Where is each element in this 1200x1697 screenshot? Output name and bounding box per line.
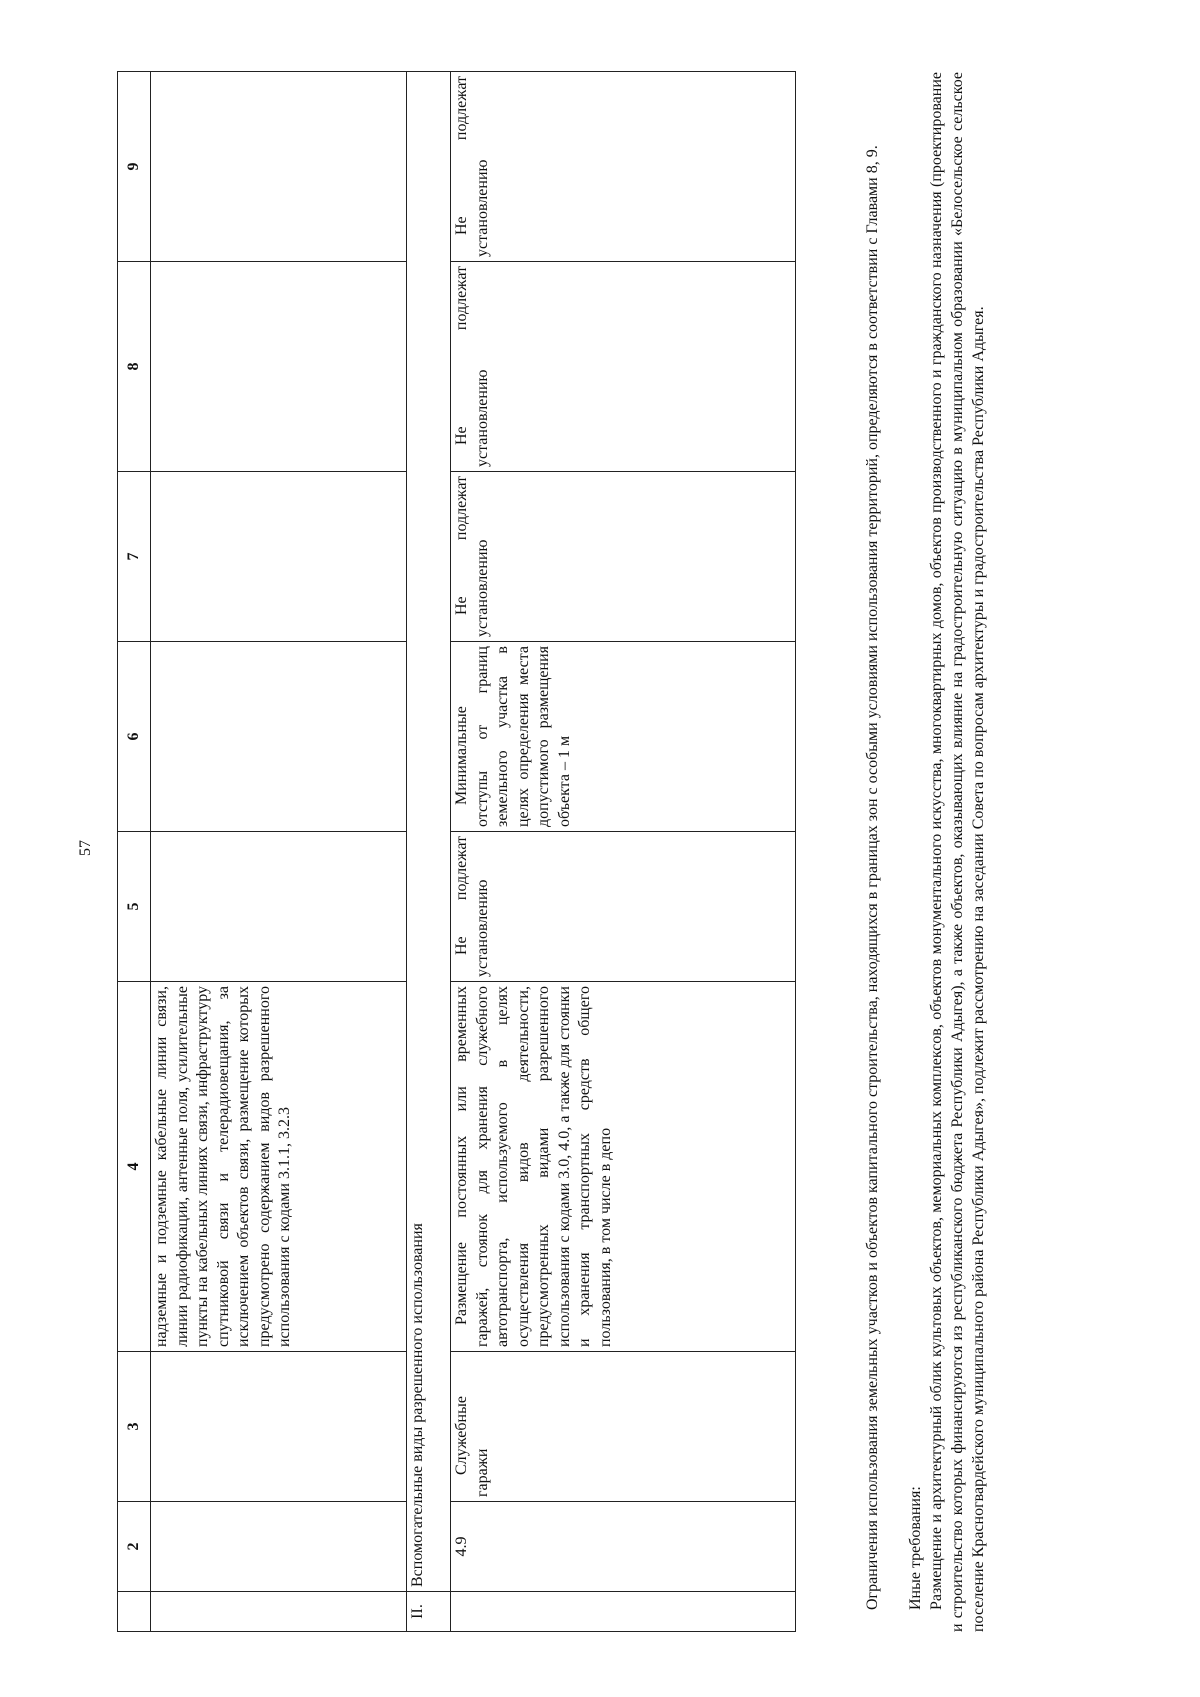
header-cell: 7 (118, 472, 151, 642)
header-cell: 6 (118, 642, 151, 832)
table-cell-param: Не подлежат установлению (451, 262, 796, 472)
table-header-row (118, 72, 151, 1632)
table-cell (151, 1592, 407, 1632)
header-cell (118, 1592, 151, 1632)
table-row-continuation (151, 72, 407, 1632)
table-row-garages (451, 72, 796, 1632)
header-cell: 8 (118, 262, 151, 472)
table-cell (151, 642, 407, 832)
table-cell (151, 1502, 407, 1592)
table-cell-description: надземные и подземные кабельные линии связи, линии радиофикации, антенные поля, усилительные пункты на кабельных линиях связи, инфраструктуру спутниковой связи и телерадиовещания, за исключением объектов связи, размещение которых предусмотрено содержанием видов разрешенного использования с кодами 3.1.1, 3.2.3 (151, 982, 407, 1352)
table-cell-param: Не подлежат установлению (451, 472, 796, 642)
regulations-table (117, 71, 796, 1632)
table-cell (151, 1352, 407, 1502)
table-cell-param: Не подлежат установлению (451, 72, 796, 262)
header-cell: 4 (118, 982, 151, 1352)
section-number: II. (407, 1592, 451, 1632)
header-cell: 9 (118, 72, 151, 262)
table-cell-code: 4.9 (451, 1502, 796, 1592)
table-cell-param: Минимальные отступы от границ земельного участка в целях определения места допустимого размещения объекта – 1 м (451, 642, 796, 832)
table-cell-description: Размещение постоянных или временных гаражей, стоянок для хранения служебного автотранспорта, используемого в целях осуществления видов деятельности, предусмотренных видами разрешенного использования с кодами 3.0, 4.0, а также для стоянки и хранения транспортных средств общего пользования, в том числе в депо (451, 982, 796, 1352)
table-section-row (407, 72, 451, 1632)
page-number: 57 (77, 840, 94, 856)
table-cell (151, 72, 407, 262)
section-title: Вспомогательные виды разрешенного использования (407, 72, 451, 1592)
rotated-page-content (117, 72, 987, 1632)
table-cell-param: Не подлежат установлению (451, 832, 796, 982)
table-cell (151, 832, 407, 982)
table-cell (151, 262, 407, 472)
header-cell: 5 (118, 832, 151, 982)
table-cell-use-name: Служебные гаражи (451, 1352, 796, 1502)
table-cell (451, 1592, 796, 1632)
other-requirements-paragraph: Размещение и архитектурный облик культовых объектов, мемориальных комплексов, объектов монументального искусства, многоквартирных домов, объектов производственного и гражданского назначения (проектирование и строительство которых финансируются из республиканского бюджета Республики Адыгея), а также объектов, оказывающих влияние на градостроительную ситуацию в муниципальном образовании «Белосельское сельское поселение Красногвардейского муниципального района Республики Адыгея», подлежит рассмотрению на заседании Совета по вопросам архитектуры и градостроительства Республики Адыгея. (928, 72, 987, 1632)
other-requirements-title: Иные требования: (907, 1486, 924, 1610)
table-cell (151, 472, 407, 642)
header-cell: 3 (118, 1352, 151, 1502)
header-cell: 2 (118, 1502, 151, 1592)
notes-block (862, 72, 989, 1632)
restrictions-paragraph: Ограничения использования земельных участков и объектов капитального строительства, находящихся в границах зон с особыми условиями использования территорий, определяются в соответствии с Главами 8, 9. (864, 145, 881, 1610)
